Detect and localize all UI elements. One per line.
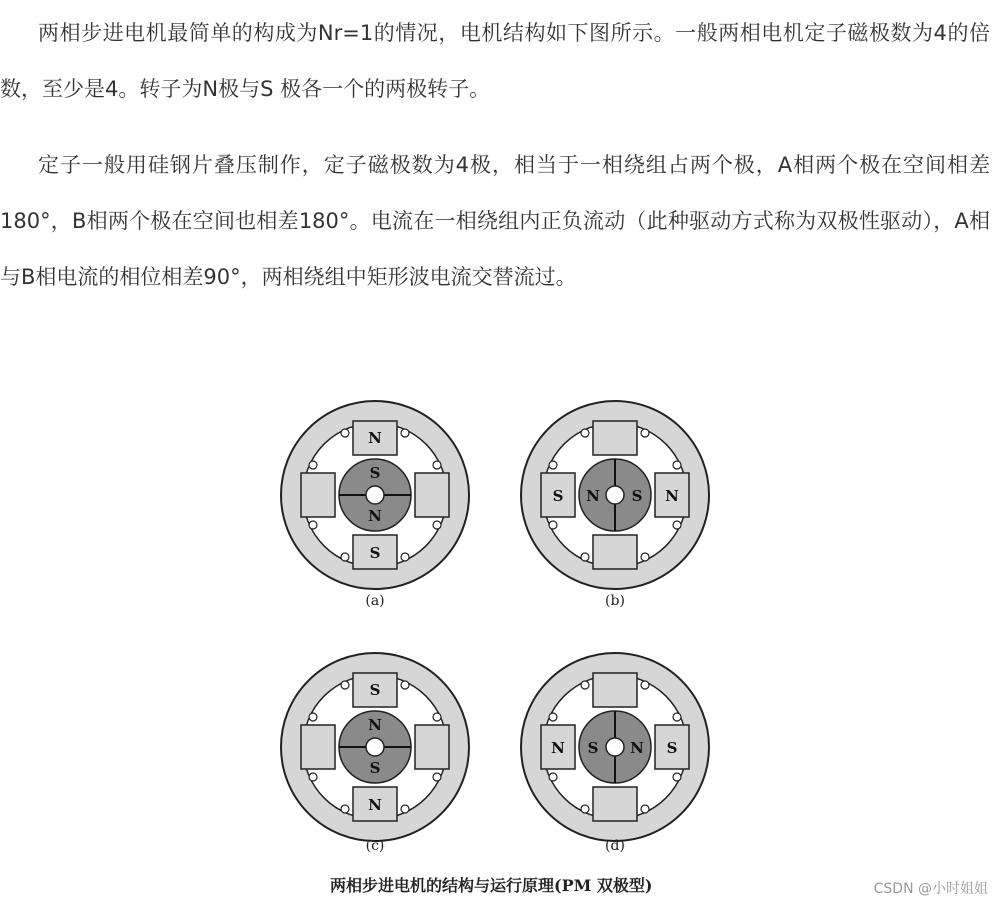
winding-marker <box>309 521 317 529</box>
winding-marker <box>401 681 409 689</box>
stator-pole-label-right: N <box>665 487 679 505</box>
winding-marker <box>341 429 349 437</box>
winding-marker <box>433 773 441 781</box>
motor-panel <box>521 653 709 854</box>
winding-marker <box>641 429 649 437</box>
winding-marker <box>309 773 317 781</box>
motor-panel <box>281 401 469 609</box>
winding-marker <box>673 461 681 469</box>
rotor-pole-label: S <box>369 759 381 777</box>
panel-label: (c) <box>365 838 385 854</box>
paragraph-2: 定子一般用硅钢片叠压制作，定子磁极数为4极，相当于一相绕组占两个极，A相两个极在空间相差180°，B相两个极在空间也相差180°。电流在一相绕组内正负流动（此种驱动方式称为双极性驱动），A相与B相电流的相位相差90°，两相绕组中矩形波电流交替流过。 <box>0 153 990 289</box>
panel-label: (d) <box>605 838 625 854</box>
stator-pole-right <box>415 725 449 769</box>
winding-marker <box>673 773 681 781</box>
watermark: CSDN @小时姐姐 <box>873 881 988 897</box>
motor-panel <box>521 401 709 609</box>
winding-marker <box>341 681 349 689</box>
stator-pole-label-top: S <box>369 681 381 699</box>
stator-pole-left <box>301 725 335 769</box>
rotor-pole-label: N <box>368 716 382 734</box>
motor-panel <box>281 653 469 854</box>
stepper-motor-figure <box>270 392 760 902</box>
panel-label: (b) <box>605 593 625 609</box>
winding-marker <box>309 461 317 469</box>
shaft <box>606 738 624 756</box>
winding-marker <box>341 805 349 813</box>
winding-marker <box>433 713 441 721</box>
stator-pole-top <box>593 673 637 707</box>
stator-pole-label-bottom: N <box>368 796 382 814</box>
shaft <box>606 486 624 504</box>
winding-marker <box>341 553 349 561</box>
winding-marker <box>433 521 441 529</box>
winding-marker <box>549 521 557 529</box>
stator-pole-bottom <box>593 535 637 569</box>
winding-marker <box>641 681 649 689</box>
winding-marker <box>581 429 589 437</box>
stator-pole-label-right: S <box>666 739 678 757</box>
winding-marker <box>549 773 557 781</box>
rotor-pole-label: S <box>631 487 643 505</box>
rotor-pole-label: N <box>368 507 382 525</box>
stator-pole-right <box>415 473 449 517</box>
winding-marker <box>641 805 649 813</box>
panel-label: (a) <box>365 593 385 609</box>
rotor-pole-label: S <box>369 464 381 482</box>
winding-marker <box>581 553 589 561</box>
winding-marker <box>401 429 409 437</box>
shaft <box>366 738 384 756</box>
winding-marker <box>401 805 409 813</box>
stator-pole-bottom <box>593 787 637 821</box>
rotor-pole-label: N <box>586 487 600 505</box>
winding-marker <box>673 521 681 529</box>
winding-marker <box>641 553 649 561</box>
stator-pole-top <box>593 421 637 455</box>
winding-marker <box>549 713 557 721</box>
winding-marker <box>309 713 317 721</box>
rotor-pole-label: N <box>630 739 644 757</box>
shaft <box>366 486 384 504</box>
figure-caption: 两相步进电机的结构与运行原理(PM 双极型) <box>330 876 653 895</box>
paragraph-1: 两相步进电机最简单的构成为Nr=1的情况，电机结构如下图所示。一般两相电机定子磁极数为4的倍数，至少是4。转子为N极与S 极各一个的两极转子。 <box>0 21 990 101</box>
stator-pole-left <box>301 473 335 517</box>
winding-marker <box>581 681 589 689</box>
stator-pole-label-left: N <box>551 739 565 757</box>
stator-pole-label-top: N <box>368 429 382 447</box>
winding-marker <box>673 713 681 721</box>
winding-marker <box>401 553 409 561</box>
rotor-pole-label: S <box>587 739 599 757</box>
winding-marker <box>549 461 557 469</box>
winding-marker <box>581 805 589 813</box>
stator-pole-label-bottom: S <box>369 544 381 562</box>
winding-marker <box>433 461 441 469</box>
stator-pole-label-left: S <box>552 487 564 505</box>
